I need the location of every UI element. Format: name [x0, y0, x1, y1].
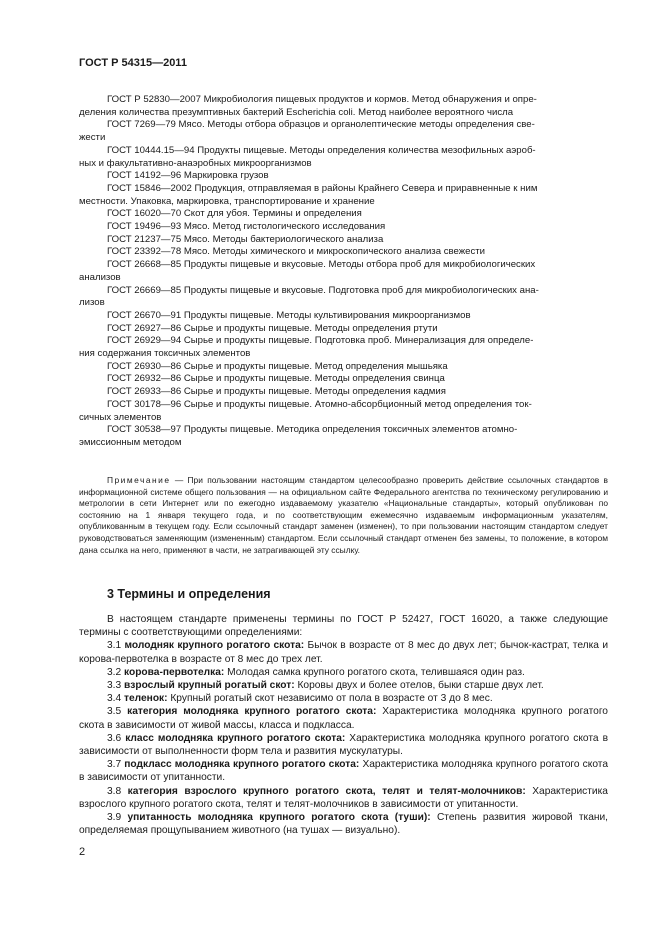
- term-text: Характеристика взрослого крупного рогатого скота, телят и телят-молочников в зависимости от упитанности.: [79, 785, 608, 810]
- reference-line: ГОСТ 14192—96 Маркировка грузов: [107, 170, 269, 182]
- term-number: 3.9: [107, 812, 122, 824]
- term-text: Коровы двух и более отелов, быки старше двух лет.: [294, 680, 544, 692]
- reference-line-continued: местности. Упаковка, маркировка, транспортирование и хранение: [79, 195, 375, 207]
- term-text: Характеристика молодняка крупного рогатого скота в зависимости от выполненности форм тела и развития мускулатуры.: [79, 732, 608, 758]
- term-name: класс молодняка крупного рогатого скота:: [125, 732, 346, 744]
- term-number: 3.4: [107, 693, 122, 705]
- term-name: категория взрослого крупного рогатого скота, телят и телят-молочников:: [127, 785, 526, 797]
- term-number: 3.2: [107, 666, 122, 678]
- reference-line: ГОСТ 26669—85 Продукты пищевые и вкусовые. Подготовка проб для микробиологических ана-: [107, 284, 539, 296]
- term-name: корова-первотелка:: [124, 666, 225, 678]
- note-label: Примечание: [107, 475, 171, 485]
- reference-line: ГОСТ 30538—97 Продукты пищевые. Методика определения токсичных элементов атомно-: [107, 424, 518, 436]
- term-definition: [79, 679, 608, 692]
- term-definition: [79, 705, 608, 731]
- term-text: Бычок в возрасте от 8 мес до двух лет; бычок-кастрат, телка и корова-первотелка в возрасте от 8 мес до трех лет.: [79, 640, 609, 665]
- reference-line: ГОСТ Р 52830—2007 Микробиология пищевых продуктов и кормов. Метод обнаружения и опре-: [107, 94, 537, 105]
- reference-line: ГОСТ 10444.15—94 Продукты пищевые. Методы определения количества мезофильных аэроб-: [107, 144, 536, 156]
- term-definition: [79, 811, 608, 837]
- reference-line-continued: жести: [79, 132, 106, 144]
- term-name: взрослый крупный рогатый скот:: [124, 680, 295, 692]
- note-block: [79, 475, 608, 556]
- term-number: 3.1: [107, 640, 122, 652]
- term-name: подкласс молодняка крупного рогатого скота:: [124, 759, 360, 771]
- term-definition: [79, 692, 608, 705]
- reference-line-continued: лизов: [79, 297, 105, 309]
- term-text: Молодая самка крупного рогатого скота, телившаяся один раз.: [224, 666, 525, 678]
- reference-line: ГОСТ 26929—94 Сырье и продукты пищевые. Подготовка проб. Минерализация для определе-: [107, 335, 534, 347]
- reference-line: ГОСТ 19496—93 Мясо. Метод гистологического исследования: [107, 221, 386, 233]
- reference-line: ГОСТ 26670—91 Продукты пищевые. Методы культивирования микроорганизмов: [107, 309, 471, 321]
- term-definition: [79, 639, 608, 665]
- reference-line-continued: деления количества презумптивных бактерий Escherichia coli. Метод наиболее вероятного числа: [79, 106, 514, 118]
- term-definition: [79, 758, 608, 784]
- terms-intro: В настоящем стандарте применены термины по ГОСТ Р 52427, ГОСТ 16020, а также следующие термины с соответствующими определениями:: [79, 614, 608, 639]
- reference-line: ГОСТ 15846—2002 Продукция, отправляемая в районы Крайнего Севера и приравненные к ним: [107, 182, 538, 194]
- reference-line: ГОСТ 26927—86 Сырье и продукты пищевые. Методы определения ртути: [107, 322, 438, 334]
- reference-line: ГОСТ 30178—96 Сырье и продукты пищевые. Атомно-абсорбционный метод определения ток-: [107, 398, 532, 410]
- reference-line-continued: ных и факультативно-анаэробных микроорганизмов: [79, 157, 312, 169]
- reference-line: ГОСТ 7269—79 Мясо. Методы отбора образцов и органолептические методы определения све-: [107, 119, 535, 131]
- reference-line-continued: сичных элементов: [79, 411, 162, 423]
- term-name: молодняк крупного рогатого скота:: [124, 640, 305, 652]
- reference-line: ГОСТ 16020—70 Скот для убоя. Термины и определения: [107, 208, 362, 220]
- reference-line: ГОСТ 26668—85 Продукты пищевые и вкусовые. Методы отбора проб для микробиологических: [107, 259, 536, 271]
- term-text: Характеристика молодняка крупного рогатого скота в зависимости от живой массы, класса и подкласса.: [79, 706, 608, 731]
- term-number: 3.8: [107, 785, 122, 797]
- reference-line: ГОСТ 26932—86 Сырье и продукты пищевые. Методы определения свинца: [107, 373, 445, 385]
- reference-line: ГОСТ 23392—78 Мясо. Методы химического и микроскопического анализа свежести: [107, 246, 486, 258]
- term-number: 3.7: [107, 759, 122, 771]
- page-number: 2: [79, 846, 86, 858]
- reference-line-continued: ния содержания токсичных элементов: [79, 348, 251, 360]
- references-list: [79, 94, 608, 450]
- term-name: упитанность молодняка крупного рогатого скота (туши):: [127, 812, 431, 824]
- terms-list: [79, 613, 608, 837]
- section-heading: 3 Термины и определения: [107, 587, 271, 601]
- reference-line-continued: анализов: [79, 271, 121, 283]
- term-definition: [79, 785, 608, 811]
- term-number: 3.6: [107, 732, 122, 744]
- term-text: Степень развития жировой ткани, определяемая прощупыванием животного (на тушах — визуально).: [79, 812, 609, 837]
- reference-line: ГОСТ 26930—86 Сырье и продукты пищевые. Метод определения мышьяка: [107, 360, 448, 372]
- term-name: теленок:: [124, 693, 168, 705]
- note-text: — При пользовании настоящим стандартом целесообразно проверить действие ссылочных стандартов в информационной системе общего пользования — на официальном сайте Федерального агентства по техническому регулированию и метрологии в сети Интернет или по ежегодно издаваемому указателю «Национальные стандарты», который опубликован по состоянию на 1 января текущего года, и по соответствующим ежемесячно издаваемым информационным указателям, опубликованным в текущем году. Если ссылочный стандарт заменен (изменен), то при пользовании настоящим стандартом следует руководствоваться заменяющим (измененным) стандартом. Если ссылочный стандарт отменен без замены, то положение, в котором дана ссылка на него, применяют в части, не затрагивающей эту ссылку.: [79, 475, 608, 555]
- term-number: 3.3: [107, 680, 122, 692]
- term-text: Характеристика молодняка крупного рогатого скота в зависимости от упитанности.: [79, 759, 608, 784]
- document-header: ГОСТ Р 54315—2011: [79, 57, 187, 69]
- term-name: категория молодняка крупного рогатого скота:: [127, 706, 377, 718]
- reference-line-continued: эмиссионным методом: [79, 436, 182, 448]
- reference-line: ГОСТ 26933—86 Сырье и продукты пищевые. Методы определения кадмия: [107, 386, 446, 398]
- term-definition: [79, 666, 608, 679]
- term-text: Крупный рогатый скот независимо от пола в возрасте от 3 до 8 мес.: [167, 693, 493, 705]
- term-number: 3.5: [107, 706, 122, 718]
- reference-line: ГОСТ 21237—75 Мясо. Методы бактериологического анализа: [107, 233, 384, 245]
- term-definition: [79, 732, 608, 758]
